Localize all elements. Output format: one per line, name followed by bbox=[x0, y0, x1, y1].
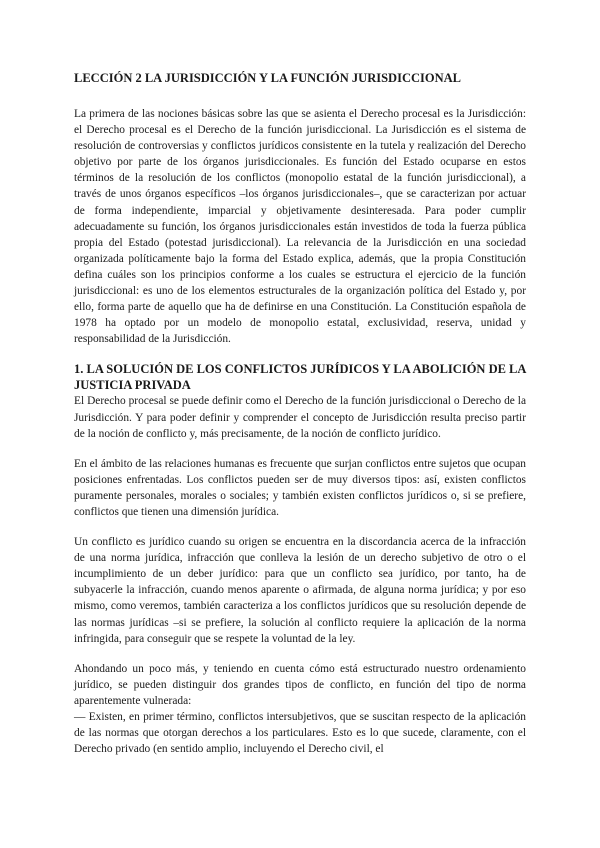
section-1-paragraph-3: Un conflicto es jurídico cuando su origen se encuentra en la discordancia acerca de la infracción de una norma jurídica, infracción que conlleva la lesión de un derecho subjetivo de otro o el incumplimiento de un deber jurídico: para que un conflicto sea jurídico, por tanto, ha de subyacerle la infracción, cuando menos aparente o afirmada, de alguna norma jurídica; y por eso mismo, como veremos, también caracteriza a los conflictos jurídicos que su resolución depende de las normas jurídicas –si se prefiere, la solución al conflicto requiere la aplicación de la norma infringida, para conseguir que se respete la voluntad de la ley. bbox=[74, 536, 526, 645]
section-1-paragraph-2: En el ámbito de las relaciones humanas es frecuente que surjan conflictos entre sujetos que ocupan posiciones enfrentadas. Los conflictos pueden ser de muy diversos tipos: así, existen conflictos puramente personales, morales o sociales; y también existen conflictos jurídicos o, si se prefiere, conflictos que tienen una dimensión jurídica. bbox=[74, 457, 526, 518]
intro-paragraph: La primera de las nociones básicas sobre las que se asienta el Derecho procesal es la Jurisdicción: el Derecho procesal es el Derecho de la función jurisdiccional. La Jurisdicción es el sistema de resolución de controversias y conflictos jurídicos consistente en la tutela y realización del Derecho objetivo por parte de los órganos jurisdiccionales. Es función del Estado ocuparse en estos términos de la resolución de los conflictos (monopolio estatal de la función jurisdiccional), a través de unos órganos específicos –los órganos jurisdiccionales–, que se caracterizan por actuar de forma independiente, imparcial y objetivamente desinteresada. Para poder cumplir adecuadamente su función, los órganos jurisdiccionales están investidos de toda la fuerza pública propia del Estado (potestad jurisdiccional). La relevancia de la Jurisdicción en una sociedad organizada políticamente bajo la forma del Estado explica, además, que la propia Constitución defina cuáles son los principios conforme a los cuales se estructura el ejercicio de la función jurisdiccional: es uno de los elementos estructurales de la organización política del Estado y, por ello, forma parte de aquello que ha de definirse en una Constitución. La Constitución española de 1978 ha optado por un modelo de monopolio estatal, exclusividad, reserva, unidad y responsabilidad de la Jurisdicción. bbox=[74, 108, 526, 346]
document-page bbox=[74, 70, 526, 757]
section-1-paragraph-4: Ahondando un poco más, y teniendo en cuenta cómo está estructurado nuestro ordenamiento jurídico, se pueden distinguir dos grandes tipos de conflicto, en función del tipo de norma aparentemente vulnerada: bbox=[74, 662, 526, 707]
lesson-title: LECCIÓN 2 LA JURISDICCIÓN Y LA FUNCIÓN JURISDICCIONAL bbox=[74, 71, 461, 85]
section-1-paragraph-5: — Existen, en primer término, conflictos intersubjetivos, que se suscitan respecto de la aplicación de las normas que otorgan derechos a los particulares. Esto es lo que sucede, claramente, con el Derecho privado (en sentido amplio, incluyendo el Derecho civil, el bbox=[74, 711, 526, 756]
section-1-heading: 1. LA SOLUCIÓN DE LOS CONFLICTOS JURÍDICOS Y LA ABOLICIÓN DE LA JUSTICIA PRIVADA bbox=[74, 362, 526, 393]
section-1-paragraph-1: El Derecho procesal se puede definir como el Derecho de la función jurisdiccional o Derecho de la Jurisdicción. Y para poder definir y comprender el concepto de Jurisdicción resulta preciso partir de la noción de conflicto y, más precisamente, de la noción de conflicto jurídico. bbox=[74, 395, 526, 440]
